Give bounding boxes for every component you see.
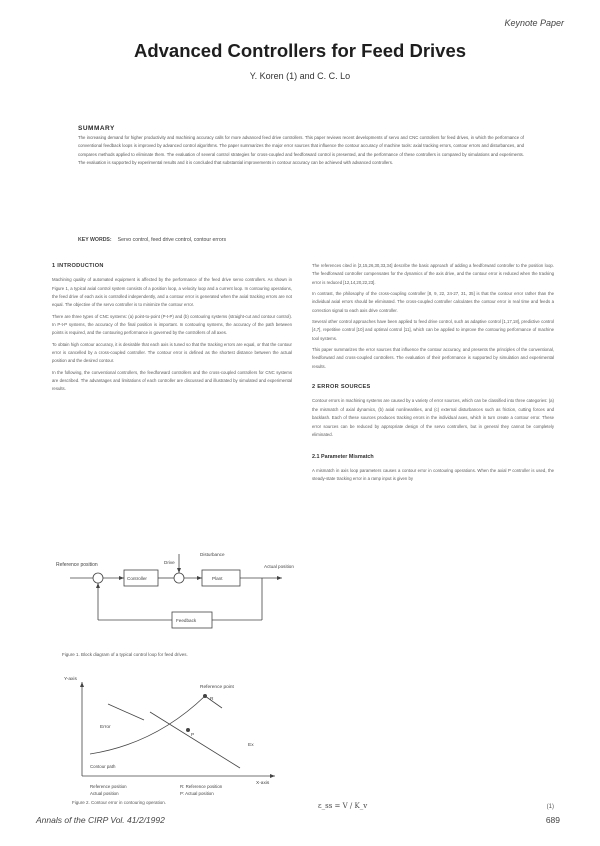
keywords-text: Servo control, feed drive control, contour errors bbox=[117, 237, 227, 243]
fig1-feedback: Feedback bbox=[176, 618, 197, 623]
fig2-legend-3: R: Reference position bbox=[180, 784, 223, 789]
fig2-error: Error bbox=[100, 725, 111, 730]
fig2-ex: Ex bbox=[248, 743, 254, 748]
figure-1-caption: Figure 1. Block diagram of a typical control loop for feed drives. bbox=[62, 652, 188, 657]
summary-heading: SUMMARY bbox=[78, 125, 115, 132]
paragraph: The references cited in [2,15,26,30,33,34] describe the basic approach of adding a feedforward controller to the position loop. The feedforward controller compensates for the dynamics of the axis drive, and the contour error is reduced when the tracking error is reduced [12,14,20,22,23]. bbox=[312, 263, 554, 285]
paragraph: Machining quality of automated equipment is affected by the performance of the feed drive servo controllers. As shown in Figure 1, a typical axial control system consists of a position loop, a velocity loop and a current loop. In contouring operations, the feed drive of each axis is controlled independently, and a contour error is generated when the axial tracking errors are not equal. The objective of the servo controller is to minimize the contour error. bbox=[52, 277, 292, 308]
fig1-controller: Controller bbox=[127, 576, 147, 581]
equation-1: ε_ss = V / K_v bbox=[318, 802, 368, 810]
left-column-text bbox=[52, 262, 292, 394]
fig1-plant: Plant bbox=[212, 576, 223, 581]
keynote-label: Keynote Paper bbox=[504, 18, 564, 28]
paper-authors: Y. Koren (1) and C. C. Lo bbox=[249, 71, 351, 81]
fig2-p-label: P bbox=[191, 733, 195, 738]
fig2-ref-point: Reference point bbox=[200, 685, 234, 690]
fig1-ref-input: Reference position bbox=[56, 562, 98, 568]
figure-1-diagram bbox=[52, 548, 302, 648]
paragraph: This paper summarizes the error sources that influence the contour accuracy, and presents the principles of the conventional, feedforward and cross-coupled controllers. The evaluation of their performance is supported by simulation and experimental results. bbox=[312, 347, 554, 369]
page-number: 689 bbox=[545, 815, 560, 825]
section-2-heading: 2 ERROR SOURCES bbox=[312, 384, 371, 391]
keywords bbox=[78, 237, 524, 243]
journal-footer: Annals of the CIRP Vol. 41/2/1992 bbox=[36, 815, 165, 825]
paragraph: To obtain high contour accuracy, it is desirable that each axis is tuned so that the tracking errors are equal, or that the contour error is cancelled by a cross-coupled controller. The contour error is defined as the shortest distance between the actual position and the desired contour. bbox=[52, 341, 292, 364]
paragraph: In the following, the conventional controllers, the feedforward controllers and the cross-coupled controllers for CNC systems are described. The advantages and limitations of each controller are discussed and illustrated by simulated and experimental results. bbox=[52, 369, 292, 392]
paragraph: There are three types of CNC systems: (a) point-to-point (P-t-P) and (b) contouring systems (straight-cut and contour control). In P-t-P systems, the accuracy of the final position is important. In contouring systems, the accuracy of the path between points is required, and the contouring performance is governed by the controllers of all axes. bbox=[52, 313, 292, 336]
fig2-y-axis: Y-axis bbox=[64, 677, 77, 682]
paper-title: Advanced Controllers for Feed Drives bbox=[133, 40, 467, 61]
paragraph: In contrast, the philosophy of the cross-coupling controller [8, 9, 22, 24-27, 31, 35] is that the contour error rather than the individual axial errors should be eliminated. The cross-coupled controller calculates the contour error in real time and feeds a correction signal to each axis drive controller. bbox=[312, 291, 554, 313]
fig1-drive: Drive bbox=[164, 560, 175, 565]
paragraph: A mismatch in axis loop parameters causes a contour error in contouring operations. When the axial P controller is used, the steady-state tracking error in a ramp input is given by bbox=[312, 467, 554, 481]
fig2-legend-2: Actual position bbox=[90, 791, 119, 796]
fig2-legend-1: Reference position bbox=[90, 784, 127, 789]
fig1-output: Actual position bbox=[264, 564, 294, 569]
right-column-text bbox=[312, 262, 554, 483]
summary-text: The increasing demand for higher productivity and machining accuracy calls for more advanced feed drive controllers. This paper reviews recent developments of servo and CNC controllers for feed drives, in which the performance of conventional feedback loops is improved by advanced control algorithms. The paper summarizes the major error sources that influence the contour accuracy of machine tools: axial tracking errors, contour errors and disturbances, and compares methods applied to eliminate them. The evaluation of several control strategies for cross-coupled and feedforward control is presented, and the performance of these controllers is compared by simulations and experiments. The evaluation is supported by experimental results and it is concluded that substantial improvements in contour accuracy can be achieved with advanced controllers. bbox=[78, 135, 524, 166]
subsection-heading: 2.1 Parameter Mismatch bbox=[312, 454, 374, 461]
figure-2-diagram bbox=[60, 672, 290, 800]
keywords-label: KEY WORDS: bbox=[78, 237, 112, 243]
paragraph: Contour errors in machining systems are caused by a variety of error sources, which can be classified into three categories: (a) the mismatch of axial dynamics, (b) axial nonlinearities, and (c) external disturbances such as friction, cutting forces and backlash. Each of these sources produces tracking errors in the individual axes, which in turn create a contour error. These error sources can be reduced by appropriate design of the servo controllers, but in general they cannot be completely eliminated. bbox=[312, 398, 554, 437]
fig2-r-label: R bbox=[210, 697, 214, 702]
section-1-heading: 1 INTRODUCTION bbox=[52, 263, 104, 269]
fig2-contour: Contour path bbox=[90, 764, 116, 769]
fig2-legend-4: P: Actual position bbox=[180, 791, 214, 796]
figure-2-caption: Figure 2. Contour error in contouring operation. bbox=[72, 800, 167, 805]
paragraph: Several other control approaches have been applied to feed drive control, such as adaptive control [1,17,18], predictive control [4,7], repetitive control [10] and optimal control [11], which can be applied to improve the contouring performance of machine tool systems. bbox=[312, 319, 554, 341]
fig2-x-axis: X-axis bbox=[256, 781, 270, 786]
equation-1-number: (1) bbox=[546, 804, 554, 810]
fig1-disturbance: Disturbance bbox=[200, 552, 225, 557]
